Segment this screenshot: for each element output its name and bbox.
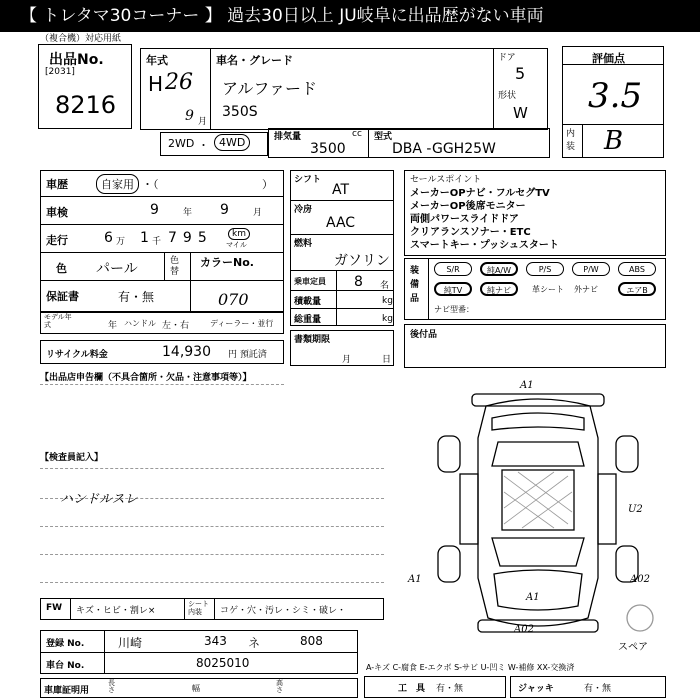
- color-value: パール: [96, 261, 138, 277]
- aircon-label: 冷房: [294, 205, 313, 215]
- score-label: 評価点: [592, 52, 625, 65]
- fuel-value: ガソリン: [334, 253, 390, 269]
- load-label: 積載量: [294, 297, 322, 307]
- inspector-note: ハンドルスレ: [60, 492, 138, 507]
- spare-tire-icon: [627, 605, 653, 631]
- year-era: H: [148, 72, 164, 96]
- type-value: DBA -GGH25W: [392, 141, 496, 157]
- tools-label: 工 具: [398, 684, 426, 694]
- dim-length: 長さ: [108, 679, 115, 694]
- lot-box: [38, 44, 132, 129]
- color-code: 070: [218, 290, 249, 309]
- handle-label: ハンドル: [124, 319, 156, 328]
- handle-value: 左・右: [162, 321, 190, 331]
- capacity-label: 乗車定員: [294, 277, 326, 286]
- history-rest: ・（: [142, 178, 159, 191]
- recycle-label: リサイクル料金: [46, 350, 108, 360]
- drive-4wd: 4WD: [214, 134, 250, 151]
- tools-box: [364, 676, 506, 698]
- reg-label: 登録 No.: [46, 639, 85, 649]
- sales-points-label: セールスポイント: [410, 175, 482, 185]
- equipment-label: 装備品: [410, 266, 420, 304]
- shift-value: AT: [332, 182, 350, 198]
- cert-label: 車庫証明用: [44, 686, 90, 696]
- sales-point-item: 両側パワースライドドア: [410, 214, 519, 225]
- deadline-label: 書類期限: [294, 335, 331, 345]
- damage-mark: A1: [408, 574, 422, 585]
- history-label: 車歴: [46, 178, 68, 191]
- load-unit: kg: [382, 296, 393, 306]
- reg-city: 川崎: [118, 636, 143, 650]
- spare-label: スペア: [618, 642, 648, 653]
- fuel-label: 燃料: [294, 239, 313, 249]
- color-change-label: 色替: [170, 256, 180, 277]
- subhead: （複合機）対応用紙: [40, 34, 122, 44]
- displacement-unit: cc: [352, 129, 362, 139]
- equip-ps: P/S: [526, 262, 564, 276]
- model-year-label: モデル年式: [44, 313, 72, 329]
- reg-kana: ネ: [248, 636, 261, 650]
- year-value: 26: [165, 70, 193, 95]
- equip-sr: S/R: [434, 262, 472, 276]
- year-month: 9: [185, 108, 194, 124]
- lot-number: 8216: [55, 91, 117, 119]
- year-label: 年式: [146, 54, 168, 67]
- aircon-value: AAC: [326, 215, 356, 231]
- year-month-unit: 月: [198, 117, 208, 127]
- equip-ext-navi: 外ナビ: [574, 285, 598, 294]
- car-windshield: [492, 413, 584, 430]
- dealer-value: ディーラー・並行: [210, 319, 274, 328]
- doors-label: ドア: [498, 53, 516, 63]
- deadline-month-unit: 月: [342, 355, 352, 365]
- recycle-unit: 円 預託済: [228, 350, 267, 360]
- equip-tv: 純TV: [434, 282, 472, 296]
- door-left: [460, 474, 478, 544]
- damage-mark: A02: [630, 574, 650, 585]
- mileage-sen: 1: [140, 230, 149, 246]
- lot-label: 出品No.: [49, 52, 104, 68]
- chassis-value: 8025010: [196, 656, 250, 670]
- type-label: 型式: [374, 132, 393, 142]
- exhibitor-notes-label: 【出品店申告欄（不具合箇所・欠品・注意事項等）】: [40, 373, 252, 383]
- car-rear-glass: [492, 538, 584, 566]
- shape-label: 形状: [498, 91, 517, 101]
- car-roof: [502, 470, 574, 530]
- equip-leather: 革シート: [532, 285, 564, 294]
- mileage-man: 6: [104, 230, 113, 246]
- interior-value: B: [604, 126, 624, 156]
- model-name: アルファード: [222, 79, 318, 98]
- mileage-man-unit: 万: [116, 237, 126, 247]
- score-value: 3.5: [588, 76, 643, 116]
- damage-legend: A-キズ C-腐食 E-エクボ S-サビ U-凹ミ W-補修 XX-交換済: [366, 663, 575, 672]
- inspection-year: 9: [150, 202, 159, 218]
- wheel-front-left: [438, 436, 460, 472]
- model-grade: 350S: [222, 104, 258, 120]
- fw-text: キズ・ヒビ・割レ×: [76, 606, 156, 616]
- drive-2wd: 2WD: [168, 137, 195, 150]
- damage-mark: U2: [628, 504, 643, 515]
- deadline-day-unit: 日: [382, 355, 392, 365]
- navi-model-label: ナビ型番：: [434, 305, 474, 314]
- sales-point-item: メーカーOP後席モニター: [410, 201, 526, 212]
- color-label: 色: [56, 262, 67, 275]
- gross-label: 総重量: [294, 315, 322, 325]
- dim-width: 幅: [192, 684, 200, 693]
- car-front-glass: [492, 442, 584, 466]
- warranty-value: 有・無: [118, 290, 155, 304]
- equip-aw: 純A/W: [480, 262, 518, 276]
- post-install-label: 後付品: [410, 330, 438, 340]
- shape-value: W: [513, 104, 528, 122]
- seat-label: シート内装: [188, 600, 209, 616]
- damage-mark: A1: [520, 380, 534, 391]
- fw-label: FW: [46, 603, 63, 613]
- capacity-unit: 名: [380, 281, 390, 291]
- mileage-sen-unit: 千: [152, 237, 162, 247]
- reg-number: 808: [300, 634, 323, 648]
- warranty-label: 保証書: [46, 290, 79, 303]
- mileage-unit-mile: マイル: [226, 241, 247, 249]
- jack-value: 有・無: [584, 684, 612, 694]
- model-label: 車名・グレード: [216, 54, 293, 67]
- banner: 【 トレタマ30コーナー 】 過去30日以上 JU岐阜に出品歴がない車両: [0, 0, 700, 32]
- equip-airbag: エアB: [618, 282, 656, 296]
- reg-class: 343: [204, 634, 227, 648]
- sales-point-item: クリアランスソナー・ETC: [410, 227, 531, 238]
- recycle-value: 14,930: [162, 344, 211, 360]
- door-right: [598, 474, 616, 544]
- inspection-month: 9: [220, 202, 229, 218]
- car-trunk: [494, 570, 582, 610]
- mileage-unit-km: km: [228, 228, 250, 240]
- doors-value: 5: [515, 64, 526, 83]
- sales-point-item: スマートキー・プッシュスタート: [410, 240, 559, 251]
- color-code-label: カラーNo.: [200, 256, 254, 269]
- post-install-box: [404, 324, 666, 368]
- mileage-label: 走行: [46, 234, 68, 247]
- mileage-digits: 795: [168, 230, 213, 246]
- wheel-rear-left: [438, 546, 460, 582]
- chassis-label: 車台 No.: [46, 661, 85, 671]
- shift-label: シフト: [294, 175, 322, 185]
- history-value: 自家用: [96, 174, 139, 194]
- jack-label: ジャッキ: [518, 684, 554, 694]
- inspection-month-unit: 月: [253, 208, 263, 218]
- inspection-label: 車検: [46, 206, 68, 219]
- interior-label: 内装: [566, 129, 576, 152]
- gross-unit: kg: [382, 314, 393, 324]
- sales-point-item: メーカーOPナビ・フルセグTV: [410, 188, 550, 199]
- equip-abs: ABS: [618, 262, 656, 276]
- capacity-value: 8: [354, 274, 363, 290]
- wheel-front-right: [616, 436, 638, 472]
- inspector-label: 【検査員記入】: [40, 453, 104, 463]
- dim-height: 高さ: [276, 679, 283, 694]
- damage-mark: A02: [514, 624, 534, 635]
- equip-pw: P/W: [572, 262, 610, 276]
- lot-stamp: [2031]: [45, 67, 75, 77]
- tools-value: 有・無: [436, 684, 464, 694]
- equip-navi: 純ナビ: [480, 282, 518, 296]
- displacement-label: 排気量: [274, 132, 302, 142]
- damage-mark: A1: [526, 592, 540, 603]
- model-year-unit: 年: [108, 321, 118, 331]
- history-close: ）: [262, 178, 273, 191]
- displacement-value: 3500: [310, 141, 346, 157]
- inspection-year-unit: 年: [183, 208, 193, 218]
- seat-text: コゲ・穴・汚レ・シミ・破レ・: [220, 606, 347, 616]
